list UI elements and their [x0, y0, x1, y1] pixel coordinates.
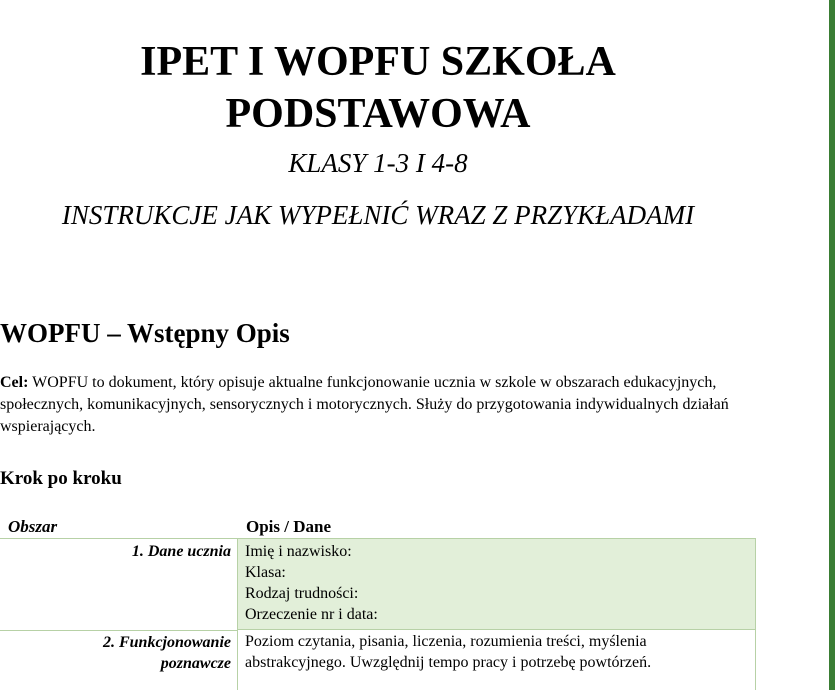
row-description: [238, 538, 756, 630]
row-area-label: 1. Dane ucznia: [0, 538, 238, 630]
row-description: Poziom czytania, pisania, liczenia, rozumienia treści, myślenia abstrakcyjnego. Uwzględnij tempo pracy i potrzebę powtórzeń.: [238, 630, 756, 690]
field-difficulty: Rodzaj trudności:: [245, 585, 359, 602]
area-line-2: poznawcze: [160, 655, 231, 672]
cel-text: WOPFU to dokument, który opisuje aktualne funkcjonowanie ucznia w szkole w obszarach edukacyjnych, społecznych, komunikacyjnych, sensorycznych i motorycznych. Służy do przygotowania indywidualnych działań wspierających.: [0, 374, 729, 435]
section-heading: WOPFU – Wstępny Opis: [0, 318, 290, 348]
page-edge-border: [829, 0, 835, 690]
header-description: Opis / Dane: [246, 517, 332, 536]
field-name: Imię i nazwisko:: [245, 543, 352, 560]
table-row: [0, 630, 756, 690]
document-instructions: INSTRUKCJE JAK WYPEŁNIĆ WRAZ Z PRZYKŁADAMI: [61, 200, 695, 230]
header-area: Obszar: [8, 517, 58, 536]
cel-label: Cel:: [0, 374, 29, 391]
area-line-1: 2. Funkcjonowanie: [102, 634, 231, 651]
field-certificate: Orzeczenie nr i data:: [245, 606, 378, 623]
title-line-1: IPET I WOPFU SZKOŁA: [140, 39, 616, 85]
table-row: [0, 538, 756, 630]
step-heading: Krok po kroku: [0, 468, 122, 489]
document-title: [0, 36, 756, 140]
field-class: Klasa:: [245, 564, 286, 581]
wopfu-table: [0, 515, 756, 690]
table-header: [0, 515, 756, 538]
cel-paragraph: [0, 372, 750, 438]
document-subtitle: KLASY 1-3 I 4-8: [288, 148, 468, 178]
row-area-label: [0, 630, 238, 690]
title-line-2: PODSTAWOWA: [225, 91, 531, 137]
